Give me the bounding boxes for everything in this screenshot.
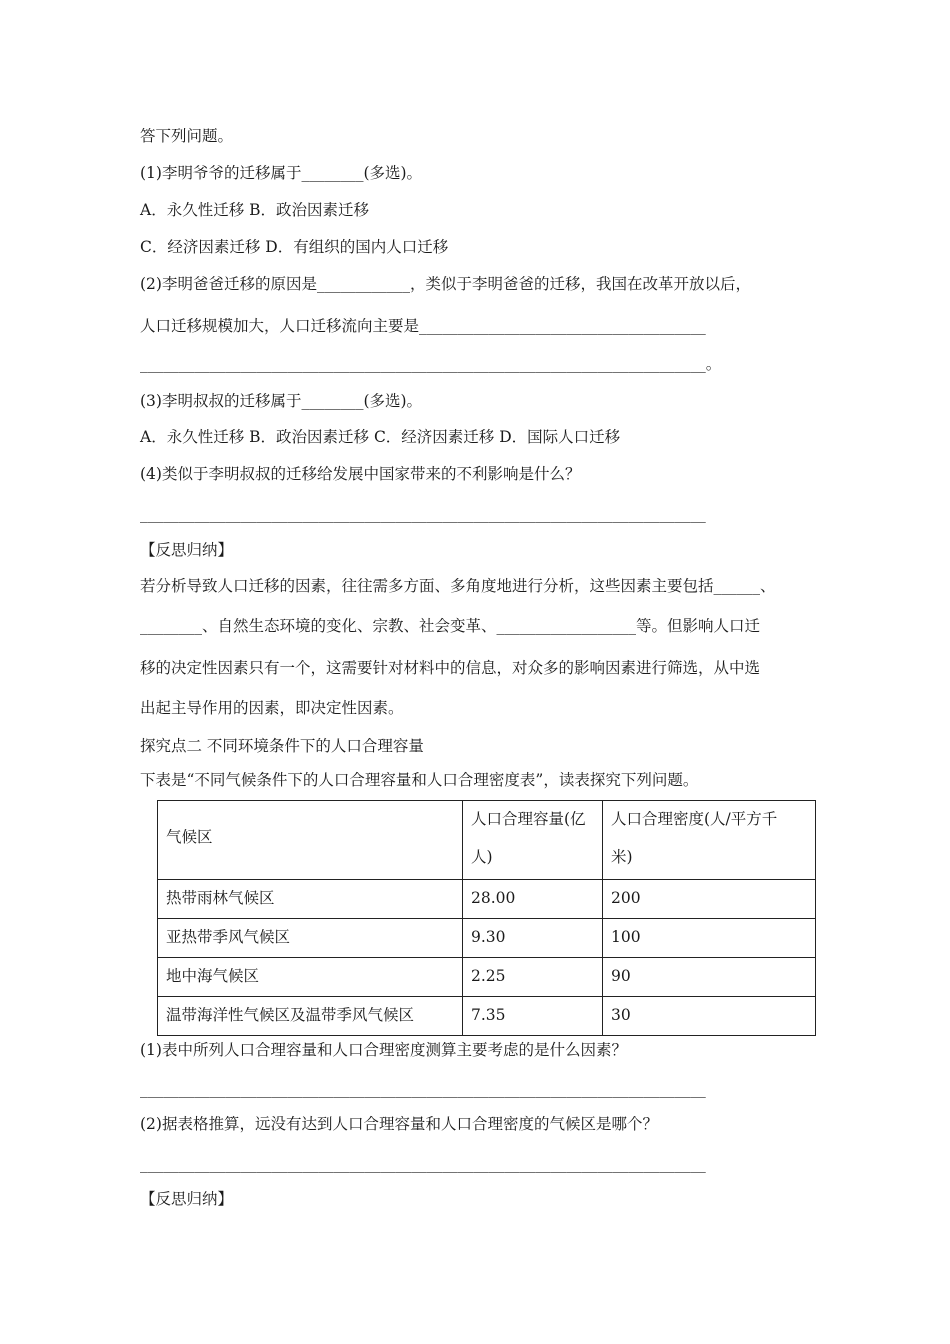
table-cell: 30 [603, 997, 816, 1036]
question-table-2: (2)据表格推算，远没有达到人口合理容量和人口合理密度的气候区是哪个？ [140, 1115, 658, 1133]
answer-blank-line: _________________________________________________________________________ [140, 505, 706, 523]
paragraph-line: ________、自然生态环境的变化、宗教、社会变革、__________________等。但影响人口迁 [140, 617, 761, 635]
question-1: (1)李明爷爷的迁移属于________(多选)。 [140, 164, 423, 182]
table-cell: 9.30 [463, 919, 603, 958]
question-2: (2)李明爸爸迁移的原因是____________，类似于李明爸爸的迁移，我国在改革开放以后， [140, 275, 751, 293]
section-heading: 探究点二 不同环境条件下的人口合理容量 [140, 737, 424, 755]
table-cell: 温带海洋性气候区及温带季风气候区 [158, 997, 463, 1036]
paragraph-line: 移的决定性因素只有一个，这需要针对材料中的信息，对众多的影响因素进行筛选，从中选 [140, 659, 761, 677]
table-row [158, 919, 816, 958]
table-cell: 200 [603, 880, 816, 919]
table-intro: 下表是“不同气候条件下的人口合理容量和人口合理密度表”，读表探究下列问题。 [140, 771, 699, 789]
table-cell: 28.00 [463, 880, 603, 919]
question-3: (3)李明叔叔的迁移属于________(多选)。 [140, 392, 423, 410]
question-table-1: (1)表中所列人口合理容量和人口合理密度测算主要考虑的是什么因素？ [140, 1041, 627, 1059]
table-row [158, 958, 816, 997]
paragraph-line: 出起主导作用的因素，即决定性因素。 [140, 699, 404, 717]
question-4: (4)类似于李明叔叔的迁移给发展中国家带来的不利影响是什么？ [140, 465, 581, 483]
table-cell: 2.25 [463, 958, 603, 997]
answer-blank-line: _________________________________________________________________________。 [140, 355, 722, 373]
climate-capacity-table [157, 800, 816, 1036]
table-row [158, 997, 816, 1036]
header-cell: 人口合理容量(亿 人) [463, 801, 603, 880]
text-line: 答下列问题。 [140, 127, 234, 145]
table-cell: 热带雨林气候区 [158, 880, 463, 919]
table-row [158, 880, 816, 919]
answer-blank-line: _________________________________________________________________________ [140, 1080, 706, 1098]
header-cell: 人口合理密度(人/平方千 米) [603, 801, 816, 880]
header-cell: 气候区 [158, 801, 463, 880]
table-cell: 地中海气候区 [158, 958, 463, 997]
table-header-row [158, 801, 816, 880]
table-cell: 7.35 [463, 997, 603, 1036]
options-line: A．永久性迁移 B．政治因素迁移 [140, 201, 370, 219]
table-cell: 100 [603, 919, 816, 958]
table-cell: 亚热带季风气候区 [158, 919, 463, 958]
answer-blank-line: _________________________________________________________________________ [140, 1155, 706, 1173]
options-line: C．经济因素迁移 D．有组织的国内人口迁移 [140, 238, 449, 256]
text-line: 人口迁移规模加大，人口迁移流向主要是_____________________________________ [140, 317, 706, 335]
section-heading: 【反思归纳】 [140, 541, 234, 559]
paragraph-line: 若分析导致人口迁移的因素，往往需多方面、多角度地进行分析，这些因素主要包括______、 [140, 577, 776, 595]
table-cell: 90 [603, 958, 816, 997]
section-heading: 【反思归纳】 [140, 1190, 234, 1208]
options-line: A．永久性迁移 B．政治因素迁移 C．经济因素迁移 D．国际人口迁移 [140, 428, 621, 446]
